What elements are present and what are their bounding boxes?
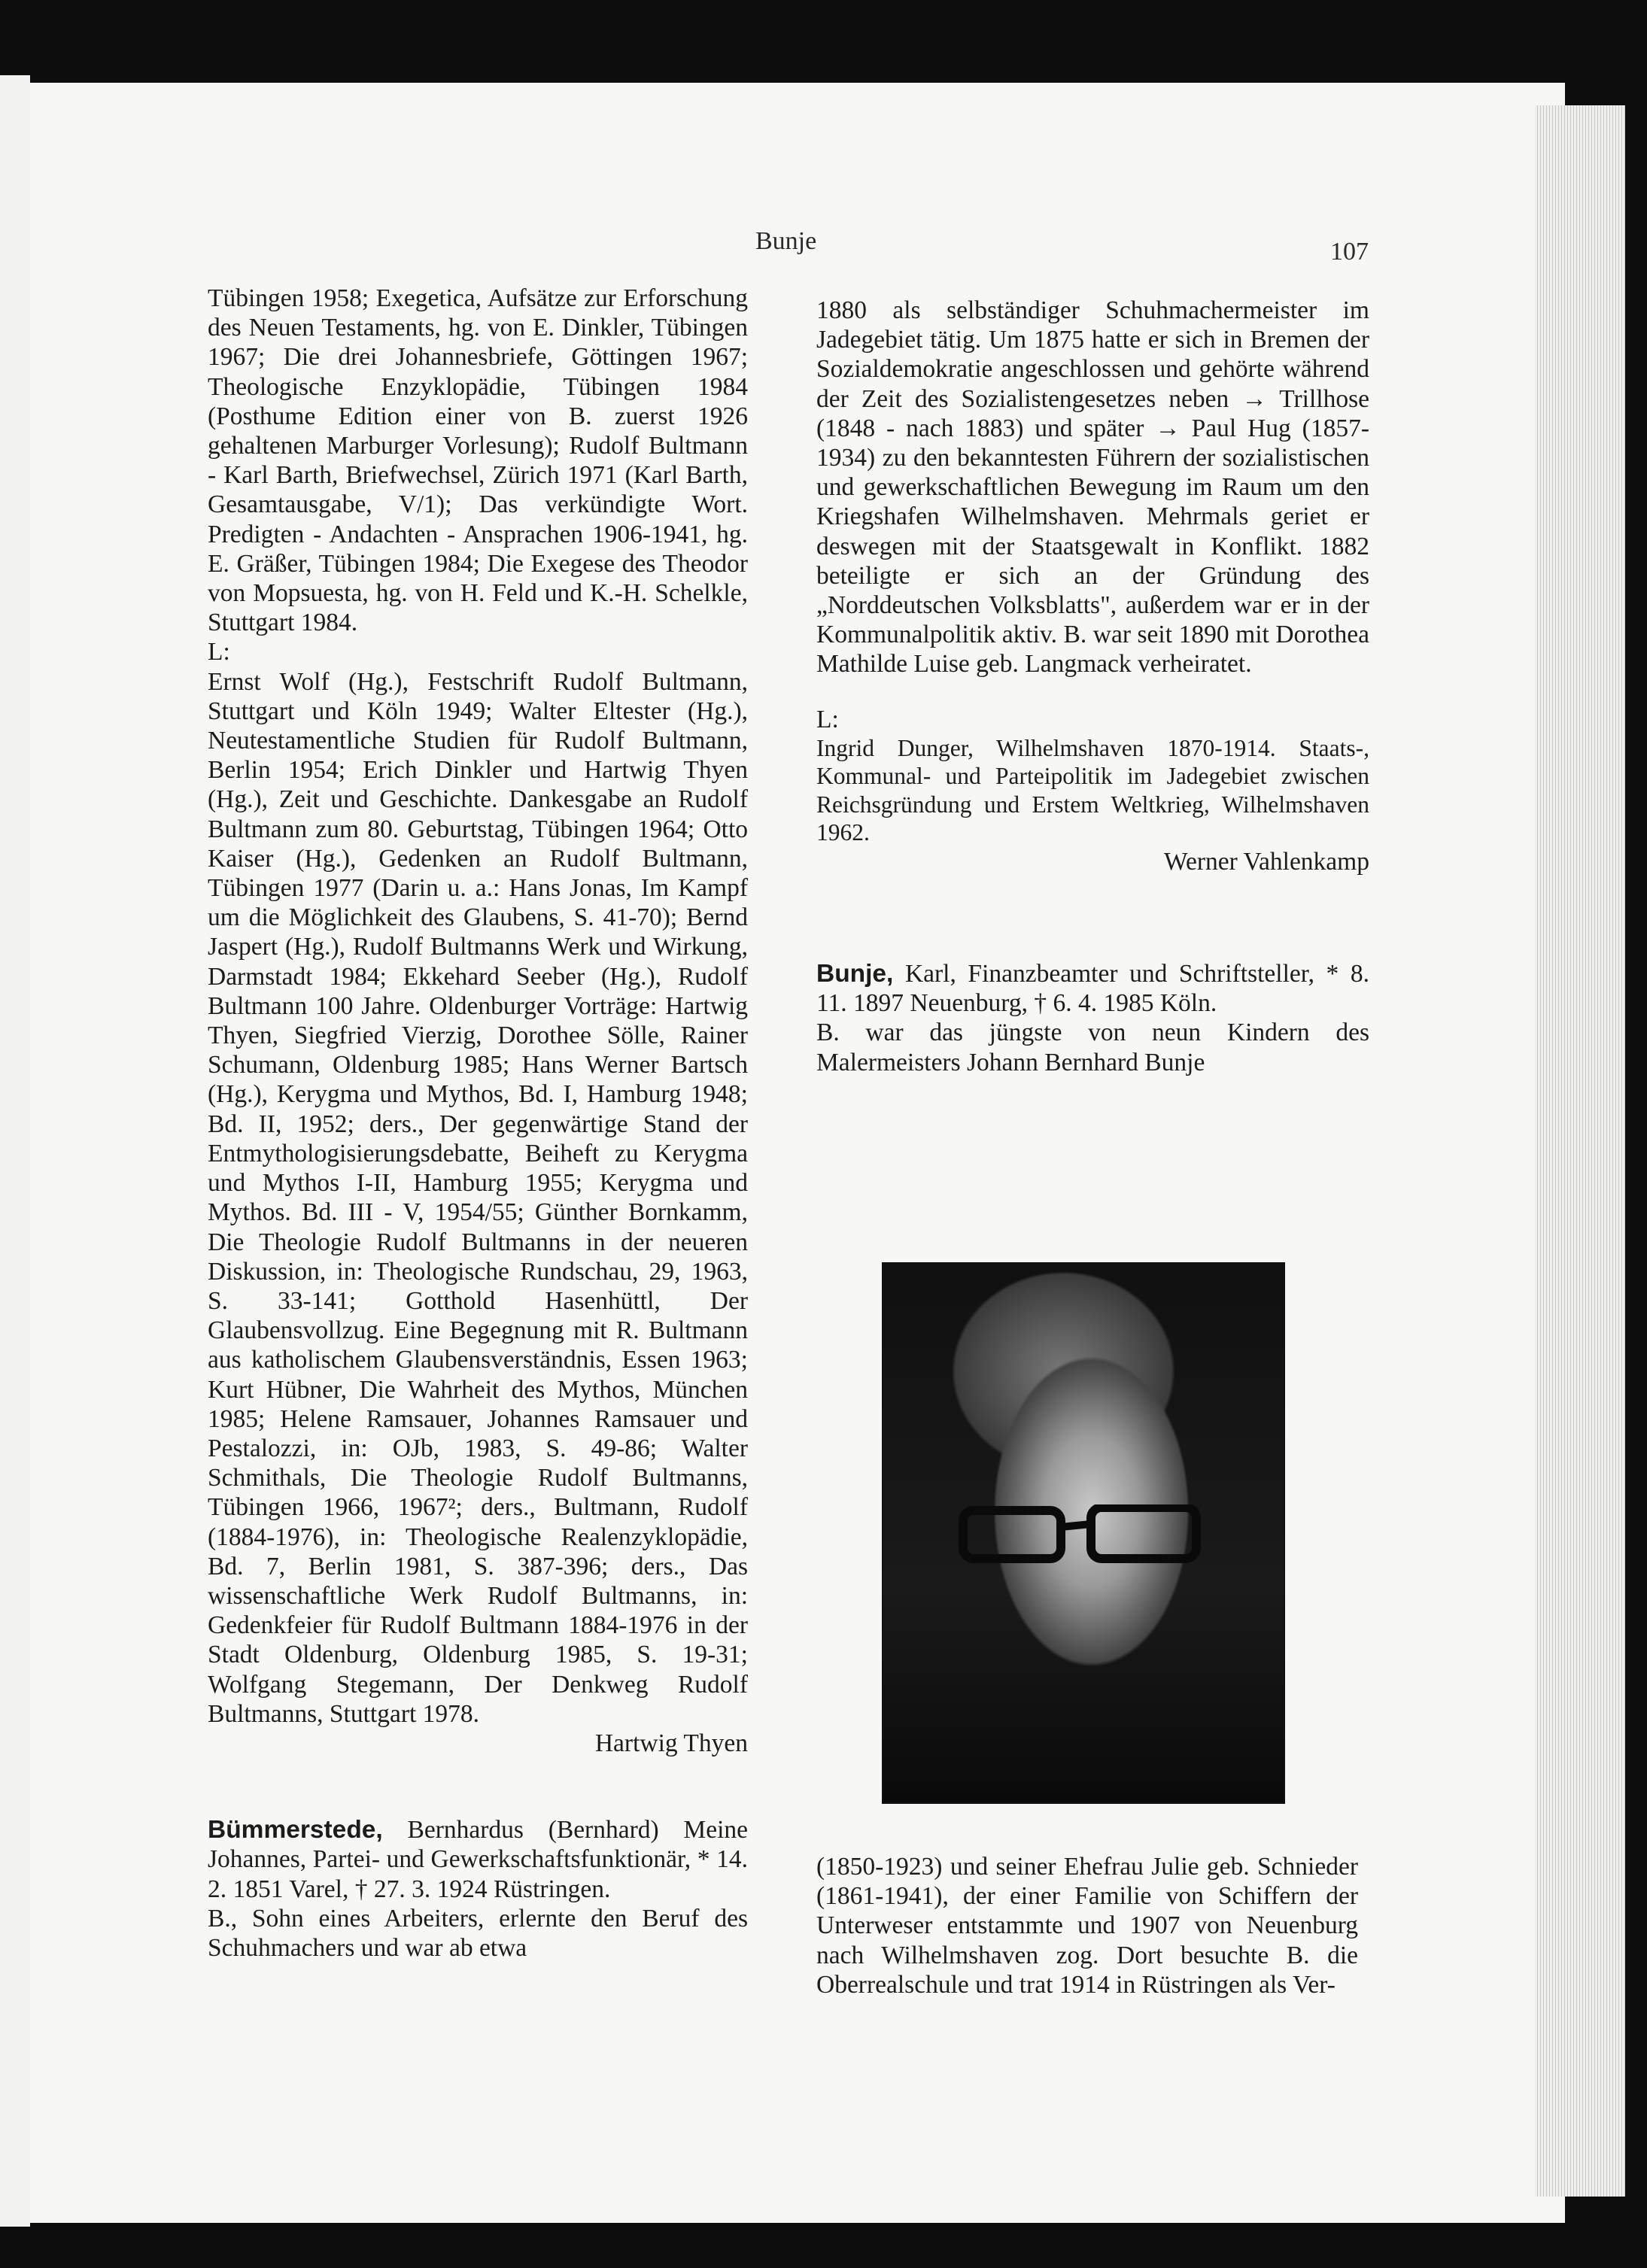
entry-head-text: Bernhardus (Bernhard) Meine Johannes, Partei- und Gewerkschaftsfunktionär, * 14. 2. 1851 Varel, † 27. 3. 1924 Rüstringen. (208, 1816, 748, 1903)
literature-label: L: (208, 638, 230, 666)
entry-bunje-head (816, 959, 1369, 1018)
entry-head-text: Karl, Finanzbeamter und Schriftsteller, * 8. 11. 1897 Neuenburg, † 6. 4. 1985 Köln. (816, 960, 1369, 1018)
page-number: 107 (1330, 238, 1369, 266)
portrait-glasses (957, 1504, 1205, 1565)
right-column-lower (816, 1852, 1358, 1999)
entry-buemmerstede-head (208, 1815, 748, 1904)
entry-continued-text: 1880 als selbständiger Schuhmachermeister im Jadegebiet tätig. Um 1875 hatte er sich in Bremen der Sozialdemokratie angeschlossen und gehörte während der Zeit des Sozialistengesetzes neben → Trillhose (1848 - nach 1883) und später → Paul Hug (1857-1934) zu den bekanntesten Führern der sozialistischen und gewerkschaftlichen Bewegung im Raum um den Kriegshafen Wilhelmshaven. Mehrmals geriet er deswegen mit der Staatsgewalt in Konflikt. 1882 beteiligte er sich an der Gründung des „Norddeutschen Volksblatts", außerdem war er in der Kommunalpolitik aktiv. B. war seit 1890 mit Dorothea Mathilde Luise geb. Langmack verheiratet. (816, 296, 1369, 679)
literature-label: L: (816, 705, 839, 733)
right-column (816, 296, 1369, 1077)
entry-continued-text: (1850-1923) und seiner Ehefrau Julie geb. Schnieder (1861-1941), der einer Familie von Schiffern der Unterweser entstammte und 1907 von Neuenburg nach Wilhelmshaven zog. Dort besuchte B. die Oberrealschule und trat 1914 in Rüstringen als Ver- (816, 1853, 1358, 1999)
author-signature: Werner Vahlenkamp (1164, 847, 1369, 876)
author-signature: Hartwig Thyen (594, 1729, 748, 1757)
entry-lemma: Bunje, (816, 960, 894, 988)
literature-text: Ernst Wolf (Hg.), Festschrift Rudolf Bultmann, Stuttgart und Köln 1949; Walter Eltester (Hg.), Neutestamentliche Studien für Rudolf Bultmann, Berlin 1954; Erich Dinkler und Hartwig Thyen (Hg.), Zeit und Geschichte. Dankesgabe an Rudolf Bultmann zum 80. Geburtstag, Tübingen 1964; Otto Kaiser (Hg.), Gedenken an Rudolf Bultmann, Tübingen 1977 (Darin u. a.: Hans Jonas, Im Kampf um die Möglichkeit des Glaubens, S. 41-70); Bernd Jaspert (Hg.), Rudolf Bultmanns Werk und Wirkung, Darmstadt 1984; Ekkehard Seeber (Hg.), Rudolf Bultmann 100 Jahre. Oldenburger Vorträge: Hartwig Thyen, Siegfried Vierzig, Dorothee Sölle, Rainer Schumann, Oldenburg 1985; Hans Werner Bartsch (Hg.), Kerygma und Mythos, Bd. I, Hamburg 1948; Bd. II, 1952; ders., Der gegenwärtige Stand der Entmythologisierungsdebatte, Beiheft zu Kerygma und Mythos I-II, Hamburg 1955; Kerygma und Mythos. Bd. III - V, 1954/55; Günther Bornkamm, Die Theologie Rudolf Bultmanns in der neueren Diskussion, in: Theologische Rundschau, 29, 1963, S. 33-141; Gotthold Hasenhüttl, Der Glaubensvollzug. Eine Begegnung mit R. Bultmann aus katholischem Glaubensverständnis, Essen 1963; Kurt Hübner, Die Wahrheit des Mythos, München 1985; Helene Ramsauer, Johannes Ramsauer und Pestalozzi, in: OJb, 1983, S. 49-86; Walter Schmithals, Die Theologie Rudolf Bultmanns, Tübingen 1966, 1967²; ders., Bultmann, Rudolf (1884-1976), in: Theologische Realenzyklopädie, Bd. 7, Berlin 1981, S. 387-396; ders., Das wissenschaftliche Werk Rudolf Bultmanns, in: Gedenkfeier für Rudolf Bultmann 1884-1976 in der Stadt Oldenburg, Oldenburg 1985, S. 19-31; Wolfgang Stegemann, Der Denkweg Rudolf Bultmanns, Stuttgart 1978. (208, 667, 748, 1728)
entry-body-text: B., Sohn eines Arbeiters, erlernte den Beruf des Schuhmachers und war ab etwa (208, 1904, 748, 1962)
book-spine (0, 75, 30, 2227)
bibliography-text: Tübingen 1958; Exegetica, Aufsätze zur Erforschung des Neuen Testaments, hg. von E. Dinkler, Tübingen 1967; Die drei Johannesbriefe, Göttingen 1967; Theologische Enzyklopädie, Tübingen 1984 (Posthume Edition einer von B. zuerst 1926 gehaltenen Marburger Vorlesung); Rudolf Bultmann - Karl Barth, Briefwechsel, Zürich 1971 (Karl Barth, Gesamtausgabe, V/1); Das verkündigte Wort. Predigten - Andachten - Ansprachen 1906-1941, hg. E. Gräßer, Tübingen 1984; Die Exegese des Theodor von Mopsuesta, hg. von H. Feld und K.-H. Schelkle, Stuttgart 1984. (208, 284, 748, 637)
left-column (208, 284, 748, 1963)
page-edges (1535, 105, 1625, 2197)
literature-text: Ingrid Dunger, Wilhelmshaven 1870-1914. Staats-, Kommunal- und Parteipolitik im Jadegebiet zwischen Reichsgründung und Erstem Weltkrieg, Wilhelmshaven 1962. (816, 734, 1369, 846)
running-header-title: Bunje (755, 227, 817, 255)
entry-body-text: B. war das jüngste von neun Kindern des Malermeisters Johann Bernhard Bunje (816, 1019, 1369, 1076)
entry-lemma: Bümmerstede, (208, 1816, 383, 1844)
